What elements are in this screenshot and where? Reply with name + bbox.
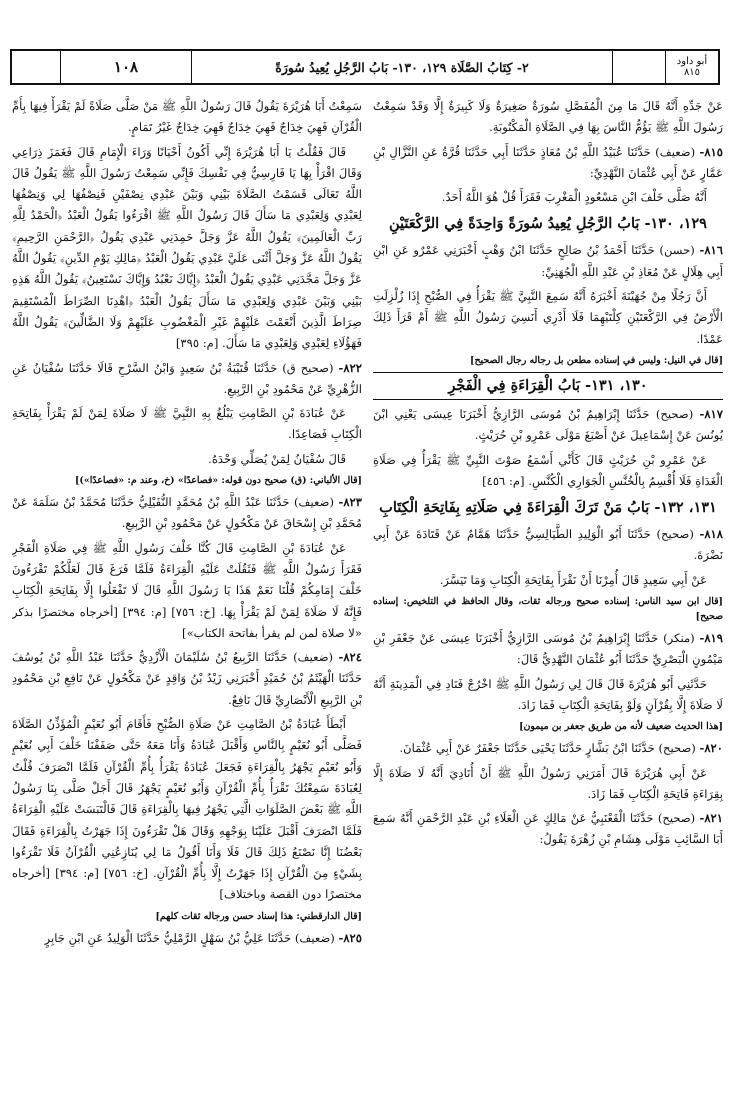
hadith-text: حَدَّثَنَا الرَّبِيعُ بْنُ سُلَيْمَانَ الْأَزْدِيُّ حَدَّثَنَا عَبْدُ اللَّهِ بْنُ يُوسُفَ حَدَّثَنَا الْهَيْثَمُ بْنُ حُمَيْدٍ أَخْبَرَنِي زَيْدُ بْنُ وَاقِدٍ عَنْ مَكْحُولٍ عَنْ نَافِعِ بْنِ مَحْمُودِ بْنِ الرَّبِيعِ الْأَنْصَارِيِّ قَالَ نَافِعٌ. (12, 650, 362, 707)
hadith-paragraph (373, 628, 723, 671)
left-column (12, 96, 362, 1101)
book-logo (665, 51, 718, 83)
hadith-paragraph (373, 738, 723, 759)
matn-paragraph: قَالَ سُفْيَانُ لِمَنْ يُصَلِّي وَحْدَهُ. (208, 451, 346, 466)
hadith-paragraph (373, 404, 723, 447)
hadith-grade: (ضعيف) (294, 495, 335, 510)
hadith-text: حَدَّثَنَا عُبَيْدُ اللَّهِ بْنُ مُعَاذٍ حَدَّثَنَا أَبِي حَدَّثَنَا قُرَّةُ عَنِ النَّزَّالِ بْنِ عَمَّارٍ عَنْ أَبِي عُثْمَانَ النَّهْدِيِّ: (373, 144, 723, 180)
matn-paragraph: عَنْ عُبَادَةَ بْنِ الصَّامِتِ قَالَ كُنَّا خَلْفَ رَسُولِ اللَّهِ ﷺ فِي صَلَاةِ الْفَجْرِ فَقَرَأَ رَسُولُ اللَّهِ ﷺ فَثَقُلَتْ عَلَيْهِ الْقِرَاءَةُ فَلَمَّا فَرَغَ قَالَ لَعَلَّكُمْ تَقْرَءُونَ خَلْفَ إِمَامِكُمْ قُلْنَا نَعَمْ هَذَا يَا رَسُولَ اللَّهِ قَالَ لَا تَفْعَلُوا إِلَّا بِفَاتِحَةِ الْكِتَابِ فَإِنَّهُ لَا صَلَاةَ لِمَنْ لَمْ يَقْرَأْ بِهَا. [خ: ٧٥٦] [م: ٣٩٤] [أخرجاه مختصرًا بذكر «لا صلاة لمن لم يقرأ بفاتحة الكتاب»] (12, 540, 362, 640)
matn-paragraph: عَنْ أَبِي سَعِيدٍ قَالَ أُمِرْنَا أَنْ نَقْرَأَ بِفَاتِحَةِ الْكِتَابِ وَمَا تَيَسَّرَ. (439, 572, 707, 587)
right-column (373, 96, 723, 1101)
hadith-grade: (ضعيف) (293, 650, 334, 665)
hadith-paragraph (373, 808, 723, 851)
hadith-number: ٨٢٤- (338, 650, 362, 665)
hadith-grade: (حسن) (659, 243, 695, 258)
hadith-text: حَدَّثَنَا أَبُو الْوَلِيدِ الطَّيَالِسِيُّ حَدَّثَنَا هَمَّامٌ عَنْ قَتَادَةَ عَنْ أَبِي نَضْرَةَ. (373, 527, 723, 563)
hadith-grade: (صحيح) (655, 406, 694, 421)
chapter-heading: ١٢٩، ١٣٠- بَابُ الرَّجُلِ يُعِيدُ سُورَةً وَاحِدَةً فِي الرَّكْعَتَيْنِ (389, 215, 707, 233)
hadith-number: ٨١٦- (699, 243, 723, 258)
hadith-grade: (صحيح) (658, 741, 696, 756)
matn-paragraph: أَنَّهُ صَلَّى خَلْفَ ابْنِ مَسْعُودٍ الْمَغْرِبَ فَقَرَأَ قُلْ هُوَ اللَّهُ أَحَدٌ. (441, 190, 707, 205)
page-number: ١٠٨ (60, 51, 191, 83)
matn-paragraph: حَدَّثَنِي أَبُو هُرَيْرَةَ قَالَ قَالَ لِي رَسُولُ اللَّهِ ﷺ اخْرُجْ فَنَادِ فِي الْمَدِينَةِ أَنَّهُ لَا صَلَاةَ إِلَّا بِقُرْآنٍ وَلَوْ بِفَاتِحَةِ الْكِتَابِ فَمَا زَادَ. (373, 676, 723, 712)
footnote: [قال الدارقطني: هذا إسناد حسن ورجاله ثقات كلهم] (155, 910, 362, 922)
hadith-text: حَدَّثَنَا ابْنُ بَشَّارٍ حَدَّثَنَا يَحْيَى حَدَّثَنَا جَعْفَرٌ عَنْ أَبِي عُثْمَانَ. (399, 741, 655, 756)
text-paragraph: سَمِعْتُ أَبَا هُرَيْرَةَ يَقُولُ قَالَ رَسُولُ اللَّهِ ﷺ مَنْ صَلَّى صَلَاةً لَمْ يَقْرَأْ فِيهَا بِأُمِّ الْقُرْآنِ فَهِيَ خِدَاجٌ فَهِيَ خِدَاجٌ فَهِيَ خِدَاجٌ غَيْرُ تَمَامٍ. (12, 99, 362, 135)
hadith-paragraph (12, 647, 362, 711)
matn-paragraph: عَنْ عَمْرِو بْنِ حُرَيْثٍ قَالَ كَأَنِّي أَسْمَعُ صَوْتَ النَّبِيِّ ﷺ يَقْرَأُ فِي صَلَاةِ الْغَدَاةِ فَلَا أُقْسِمُ بِالْخُنَّسِ الْجَوَارِي الْكُنَّسِ. [م: ٤٥٦] (373, 452, 723, 488)
hadith-paragraph (373, 142, 723, 185)
hadith-number: ٨١٨- (699, 527, 723, 542)
hadith-paragraph (373, 240, 723, 283)
hadith-grade: (صحيح) (656, 527, 694, 542)
hadith-grade: (منكر) (663, 631, 695, 646)
chapter-heading: ١٣١، ١٣٢- بَابُ مَنْ تَرَكَ الْقِرَاءَةَ فِي صَلَاتِهِ بِفَاتِحَةِ الْكِتَابِ (379, 499, 717, 517)
matn-paragraph: أَنَّ رَجُلًا مِنْ جُهَيْنَةَ أَخْبَرَهُ أَنَّهُ سَمِعَ النَّبِيَّ ﷺ يَقْرَأُ فِي الصُّبْحِ إِذَا زُلْزِلَتِ الْأَرْضُ فِي الرَّكْعَتَيْنِ كِلْتَيْهِمَا فَلَا أَدْرِي أَنَسِيَ رَسُولُ اللَّهِ ﷺ أَمْ قَرَأَ ذَلِكَ عَمْدًا. (373, 289, 723, 346)
matn-paragraph: أَبْطَأَ عُبَادَةُ بْنُ الصَّامِتِ عَنْ صَلَاةِ الصُّبْحِ فَأَقَامَ أَبُو نُعَيْمٍ الْمُؤَذِّنُ الصَّلَاةَ فَصَلَّى أَبُو نُعَيْمٍ بِالنَّاسِ وَأَقْبَلَ عُبَادَةُ وَأَنَا مَعَهُ حَتَّى صَفَفْنَا خَلْفَ أَبِي نُعَيْمٍ وَأَبُو نُعَيْمٍ يَجْهَرُ بِالْقِرَاءَةِ فَجَعَلَ عُبَادَةُ يَقْرَأُ بِأُمِّ الْقُرْآنِ فَلَمَّا انْصَرَفَ قُلْتُ لِعُبَادَةَ سَمِعْتُكَ تَقْرَأُ بِأُمِّ الْقُرْآنِ وَأَبُو نُعَيْمٍ يَجْهَرُ قَالَ أَجَلْ صَلَّى بِنَا رَسُولُ اللَّهِ ﷺ بَعْضَ الصَّلَوَاتِ الَّتِي يَجْهَرُ فِيهَا بِالْقِرَاءَةِ قَالَ فَالْتَبَسَتْ عَلَيْهِ الْقِرَاءَةُ فَلَمَّا انْصَرَفَ أَقْبَلَ عَلَيْنَا بِوَجْهِهِ وَقَالَ هَلْ تَقْرَءُونَ إِذَا جَهَرْتُ بِالْقِرَاءَةِ فَقَالَ بَعْضُنَا إِنَّا نَصْنَعُ ذَلِكَ قَالَ فَلَا وَأَنَا أَقُولُ مَا لِي يُنَازِعُنِي الْقُرْآنُ فَلَا تَقْرَءُوا بِشَيْءٍ مِنَ الْقُرْآنِ إِذَا جَهَرْتُ إِلَّا بِأُمِّ الْقُرْآنِ. [خ: ٧٥٦] [م: ٣٩٤] [أخرجاه مختصرًا دون القصة وباختلاف] (12, 717, 362, 902)
hadith-number: ٨٢٥- (338, 930, 362, 945)
text-paragraph: عَنْ جَدِّهِ أَنَّهُ قَالَ مَا مِنَ الْمُفَصَّلِ سُورَةٌ صَغِيرَةٌ وَلَا كَبِيرَةٌ إِلَّا وَقَدْ سَمِعْتُ رَسُولَ اللَّهِ ﷺ يَؤُمُّ النَّاسَ بِهَا فِي الصَّلَاةِ الْمَكْتُوبَةِ. (373, 99, 723, 135)
hadith-number: ٨١٧- (699, 406, 723, 421)
page-header (10, 49, 720, 85)
hadith-text: حَدَّثَنَا عَلِيُّ بْنُ سَهْلٍ الرَّمْلِيُّ حَدَّثَنَا الْوَلِيدُ عَنِ ابْنِ جَابِرٍ (44, 930, 292, 945)
footnote: [قال الألباني: (ق) صحيح دون قوله: «فصاعدًا» (خ، وعند م: «فصاعدًا»)] (74, 475, 362, 487)
matn-paragraph: قَالَ فَقُلْتُ يَا أَبَا هُرَيْرَةَ إِنِّي أَكُونُ أَحْيَانًا وَرَاءَ الْإِمَامِ قَالَ فَغَمَزَ ذِرَاعِي وَقَالَ اقْرَأْ بِهَا يَا فَارِسِيُّ فِي نَفْسِكَ فَإِنِّي سَمِعْتُ رَسُولَ اللَّهِ ﷺ يَقُولُ قَالَ اللَّهُ تَعَالَى قَسَمْتُ الصَّلَاةَ بَيْنِي وَبَيْنَ عَبْدِي نِصْفَيْنِ فَنِصْفُهَا لِي وَنِصْفُهَا لِعَبْدِي وَلِعَبْدِي مَا سَأَلَ قَالَ رَسُولُ اللَّهِ ﷺ اقْرَءُوا يَقُولُ الْعَبْدُ ﴿الْحَمْدُ لِلَّهِ رَبِّ الْعَالَمِينَ﴾ يَقُولُ اللَّهُ عَزَّ وَجَلَّ حَمِدَنِي عَبْدِي يَقُولُ ﴿الرَّحْمَنِ الرَّحِيمِ﴾ يَقُولُ اللَّهُ عَزَّ وَجَلَّ أَثْنَى عَلَيَّ عَبْدِي يَقُولُ الْعَبْدُ ﴿مَالِكِ يَوْمِ الدِّينِ﴾ يَقُولُ اللَّهُ عَزَّ وَجَلَّ مَجَّدَنِي عَبْدِي يَقُولُ الْعَبْدُ ﴿إِيَّاكَ نَعْبُدُ وَإِيَّاكَ نَسْتَعِينُ﴾ يَقُولُ اللَّهُ هَذِهِ بَيْنِي وَبَيْنَ عَبْدِي وَلِعَبْدِي مَا سَأَلَ يَقُولُ الْعَبْدُ ﴿اهْدِنَا الصِّرَاطَ الْمُسْتَقِيمَ صِرَاطَ الَّذِينَ أَنْعَمْتَ عَلَيْهِمْ غَيْرِ الْمَغْضُوبِ عَلَيْهِمْ وَلَا الضَّالِّينَ﴾ يَقُولُ اللَّهُ فَهَؤُلَاءِ لِعَبْدِي وَلِعَبْدِي مَا سَأَلَ. [م: ٣٩٥] (12, 144, 362, 351)
chapter-heading: ١٣٠، ١٣١- بَابُ الْقِرَاءَةِ فِي الْفَجْرِ (373, 372, 723, 400)
hadith-text: حَدَّثَنَا قُتَيْبَةُ بْنُ سَعِيدٍ وَابْنُ السَّرْحِ قَالَا حَدَّثَنَا سُفْيَانُ عَنِ الزُّهْرِيِّ عَنْ مَحْمُودِ بْنِ الرَّبِيعِ. (12, 360, 362, 396)
hadith-grade: (صحيح) (657, 811, 696, 826)
hadith-number: ٨١٥- (699, 144, 723, 159)
hadith-number: ٨٢٣- (338, 495, 362, 510)
header-blank-cell (612, 51, 665, 83)
header-blank-cell (12, 51, 60, 83)
matn-paragraph: عَنْ أَبِي هُرَيْرَةَ قَالَ أَمَرَنِي رَسُولُ اللَّهِ ﷺ أَنْ أُنَادِيَ أَنَّهُ لَا صَلَاةَ إِلَّا بِقِرَاءَةِ فَاتِحَةِ الْكِتَابِ فَمَا زَادَ. (373, 765, 723, 801)
hadith-paragraph (12, 928, 362, 949)
matn-paragraph: عَنْ عُبَادَةَ بْنِ الصَّامِتِ يَبْلُغُ بِهِ النَّبِيَّ ﷺ لَا صَلَاةَ لِمَنْ لَمْ يَقْرَأْ بِفَاتِحَةِ الْكِتَابِ فَصَاعِدًا. (12, 406, 362, 442)
hadith-grade: (صحيح ق) (282, 360, 334, 375)
hadith-text: حَدَّثَنَا إِبْرَاهِيمُ بْنُ مُوسَى الرَّازِيُّ أَخْبَرَنَا عِيسَى عَنْ جَعْفَرِ بْنِ مَيْمُونٍ الْبَصْرِيِّ حَدَّثَنَا أَبُو عُثْمَانَ النَّهْدِيُّ قَالَ: (373, 631, 723, 667)
footnote: [قال في النيل: وليس في إسناده مطعن بل رجاله رجال الصحيح] (470, 354, 723, 366)
hadith-number: ٨٢١- (699, 811, 723, 826)
hadith-grade: (ضعيف) (294, 930, 335, 945)
hadith-text: حَدَّثَنَا عَبْدُ اللَّهِ بْنُ مُحَمَّدٍ النُّفَيْلِيُّ حَدَّثَنَا مُحَمَّدُ بْنُ سَلَمَةَ عَنْ مُحَمَّدِ بْنِ إِسْحَاقَ عَنْ مَكْحُولٍ عَنْ مَحْمُودِ بْنِ الرَّبِيعِ. (12, 495, 362, 531)
hadith-text: حَدَّثَنَا أَحْمَدُ بْنُ صَالِحٍ حَدَّثَنَا ابْنُ وَهْبٍ أَخْبَرَنِي عَمْرٌو عَنِ ابْنِ أَبِي هِلَالٍ عَنْ مُعَاذِ بْنِ عَبْدِ اللَّهِ الْجُهَنِيِّ: (373, 243, 723, 279)
hadith-text: حَدَّثَنَا الْقَعْنَبِيُّ عَنْ مَالِكٍ عَنِ الْعَلَاءِ بْنِ عَبْدِ الرَّحْمَنِ أَنَّهُ سَمِعَ أَبَا السَّائِبِ مَوْلَى هِشَامِ بْنِ زُهْرَةَ يَقُولُ: (373, 811, 723, 847)
hadith-grade: (ضعيف) (655, 144, 696, 159)
hadith-number: ٨٢٠- (699, 741, 723, 756)
footnote: [قال ابن سيد الناس: إسناده صحيح ورجاله ثقات، وقال الحافظ في التلخيص: إسناده صحيح] (373, 596, 723, 623)
book-logo-line2: ٨١٥ (683, 67, 701, 78)
hadith-paragraph (12, 358, 362, 401)
book-logo-line1: أبو داود (676, 56, 708, 67)
hadith-paragraph (12, 492, 362, 535)
running-title: ٢- كِتَابُ الصَّلَاة ١٢٩، ١٣٠- بَابُ الرَّجُلِ يُعِيدُ سُورَةً (191, 51, 612, 83)
hadith-number: ٨١٩- (699, 631, 723, 646)
hadith-text: حَدَّثَنَا إِبْرَاهِيمُ بْنُ مُوسَى الرَّازِيُّ أَخْبَرَنَا عِيسَى يَعْنِي ابْنَ يُونُسَ عَنْ إِسْمَاعِيلَ عَنْ أَصْبَغَ مَوْلَى عَمْرِو بْنِ حُرَيْثٍ. (373, 406, 723, 443)
footnote: [هذا الحديث ضعيف لأنه من طريق جعفر بن ميمون] (519, 721, 723, 733)
hadith-paragraph (373, 524, 723, 567)
hadith-number: ٨٢٢- (338, 360, 362, 375)
